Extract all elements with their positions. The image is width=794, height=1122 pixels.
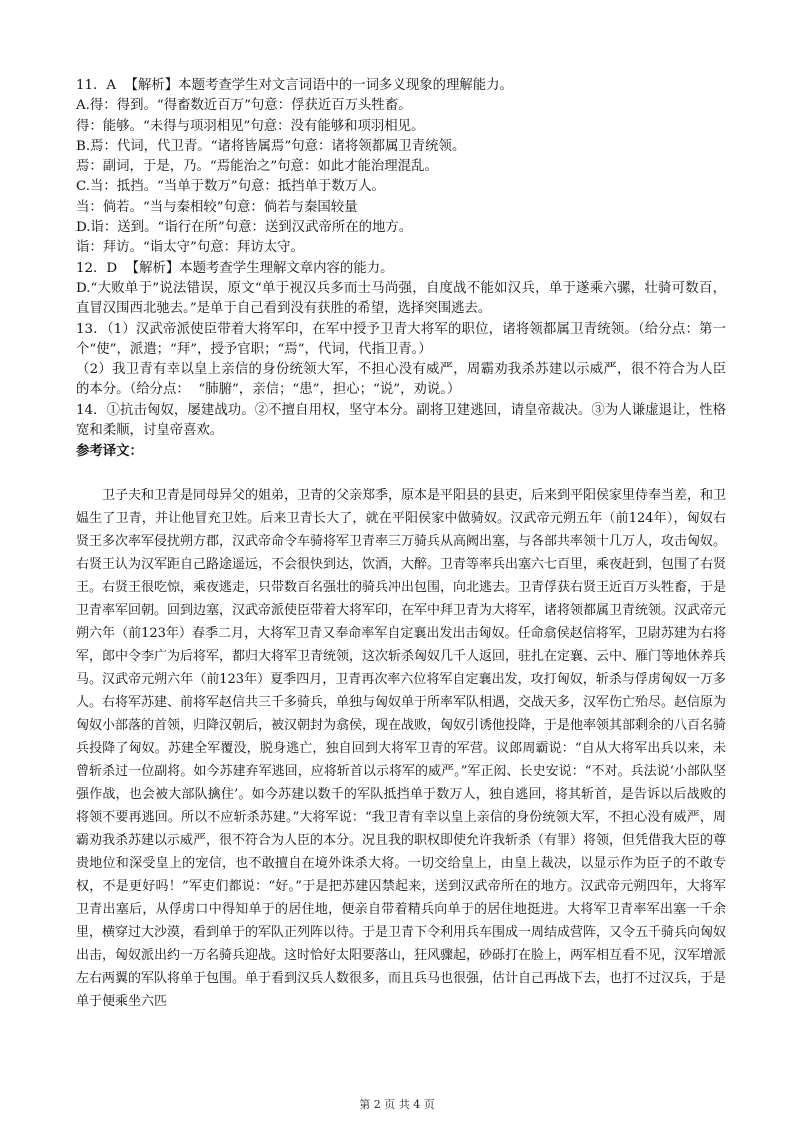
answer-line: D.诣：送到。“诣行在所”句意：送到汉武帝所在的地方。: [76, 220, 413, 236]
answer-line: B.焉：代词，代卫青。“诸将皆属焉”句意：诸将领都属卫青统领。: [76, 138, 466, 154]
answer-paragraph: （2）我卫青有幸以皇上亲信的身份统领大军，不担心没有威严，周霸劝我杀苏建以示威严，很不符合为人臣的本分。（给分点： “肺腑”，亲信；“患”，担心；“说”，劝说。）: [76, 362, 726, 398]
answer-paragraph: 13．（1）汉武帝派使臣带着大将军印，在军中授予卫青大将军的职位，诸将领都属卫青统领。（给分点：第一个“使”，派遣；“拜”，授予官职；“焉”，代词，代指卫青。）: [76, 321, 726, 357]
reference-translation: [76, 484, 726, 1013]
answer-key: [76, 76, 726, 462]
answer-line: 11．A 【解析】本题考查学生对文言词语中的一词多义现象的理解能力。: [76, 78, 513, 93]
answer-line: A.得：得到。“得畜数近百万”句意：俘获近百万头牲畜。: [76, 98, 412, 114]
answer-line: 焉：副词，于是，乃。“焉能治之”句意：如此才能治理混乱。: [76, 159, 438, 175]
answer-line: 诣：拜访。“诣太守”句意：拜访太守。: [76, 240, 304, 256]
translation-heading: 参考译文：: [76, 443, 143, 460]
answer-line: C.当：抵挡。“当单于数万”句意：抵挡单于数万人。: [76, 179, 385, 195]
answer-line: 当：倘若。“当与秦相较”句意：倘若与秦国较量: [76, 199, 358, 215]
answer-line: 得：能够。“未得与项羽相见”句意：没有能够和项羽相见。: [76, 118, 425, 134]
translation-text: 卫子夫和卫青是同母异父的姐弟，卫青的父亲郑季，原本是平阳县的县吏，后来到平阳侯家里侍奉当差，和卫媪生了卫青，并让他冒充卫姓。后来卫青长大了，就在平阳侯家中做骑奴。汉武帝元朔五年（前124年），匈奴右贤王多次率军侵扰朔方郡，汉武帝命令车骑将军卫青率三万骑兵从高阙出塞，与各部共率领十几万人，攻击匈奴。右贤王认为汉军距自己路途遥远，不会很快到达，饮酒，大醉。卫青等率兵出塞六七百里，乘夜赶到，包围了右贤王。右贤王很吃惊，乘夜逃走，只带数百名强壮的骑兵冲出包围，向北逃去。卫青俘获右贤王近百万头牲畜，于是卫青率军回朝。回到边塞，汉武帝派使臣带着大将军印，在军中拜卫青为大将军，诸将领都属卫青统领。汉武帝元朔六年（前123年）春季二月，大将军卫青又奉命率军自定襄出发出击匈奴。任命翕侯赵信将军，卫尉苏建为右将军，郎中令李广为后将军，都归大将军卫青统领，这次斩杀匈奴几千人返回，驻扎在定襄、云中、雁门等地休养兵马。汉武帝元朔六年（前123年）夏季四月，卫青再次率六位将军自定襄出发，攻打匈奴，斩杀与俘虏匈奴一万多人。右将军苏建、前将军赵信共三千多骑兵，单独与匈奴单于所率军队相遇，交战天多，汉军伤亡殆尽。赵信原为匈奴小部落的首领，归降汉朝后，被汉朝封为翕侯，现在战败，匈奴引诱他投降，于是他率领其部剩余的八百名骑兵投降了匈奴。苏建全军覆没，脱身逃亡，独自回到大将军卫青的军营。议郎周霸说：“自从大将军出兵以来，未曾斩杀过一位副将。如今苏建弃军逃回，应将斩首以示将军的威严。”军正闳、长史安说：“不对。兵法说‘小部队坚强作战，也会被大部队擒住’。如今苏建以数千的军队抵挡单于数万人，独自逃回，将其斩首，是告诉以后战败的将领不要再逃回。所以不应斩杀苏建。”大将军说：“我卫青有幸以皇上亲信的身份统领大军，不担心没有威严，周霸劝我杀苏建以示威严，很不符合为人臣的本分。况且我的职权即使允许我斩杀（有罪）将领，但凭借我大臣的尊贵地位和深受皇上的宠信，也不敢擅自在境外诛杀大将。一切交给皇上，由皇上裁决，以显示作为臣子的不敢专权，不是更好吗！”军吏们都说：“好。”于是把苏建囚禁起来，送到汉武帝所在的地方。汉武帝元朔四年，大将军卫青出塞后，从俘虏口中得知单于的居住地，便亲自带着精兵向单于的居住地挺进。大将军卫青率军出塞一千余里，横穿过大沙漠，看到单于的军队正列阵以待。于是卫青下令利用兵车围成一周结成营阵，又令五千骑兵向匈奴出击，匈奴派出约一万名骑兵迎战。这时恰好太阳要落山，狂风骤起，砂砾打在脸上，两军相互看不见，汉军增派左右两翼的军队将单于包围。单于看到汉兵人数很多，而且兵马也很强，估计自己再战下去，也打不过汉兵，于是单于便乘坐六匹: [76, 488, 727, 1009]
answer-paragraph: D.“大败单于”说法错误，原文“单于视汉兵多而士马尚强，自度战不能如汉兵，单于遂乘六骡，壮骑可数百，直冒汉围西北驰去。”是单于自己看到没有获胜的希望，选择突围逃去。: [76, 280, 726, 317]
answer-paragraph: 14．①抗击匈奴，屡建战功。②不擅自用权，坚守本分。副将卫建逃回，请皇帝裁决。③为人谦虚退让，性格宽和柔顺，讨皇帝喜欢。: [76, 402, 726, 439]
page-footer: 第 2 页 共 4 页: [359, 1098, 435, 1111]
answer-line: 12．D 【解析】本题考查学生理解文章内容的能力。: [76, 260, 394, 276]
